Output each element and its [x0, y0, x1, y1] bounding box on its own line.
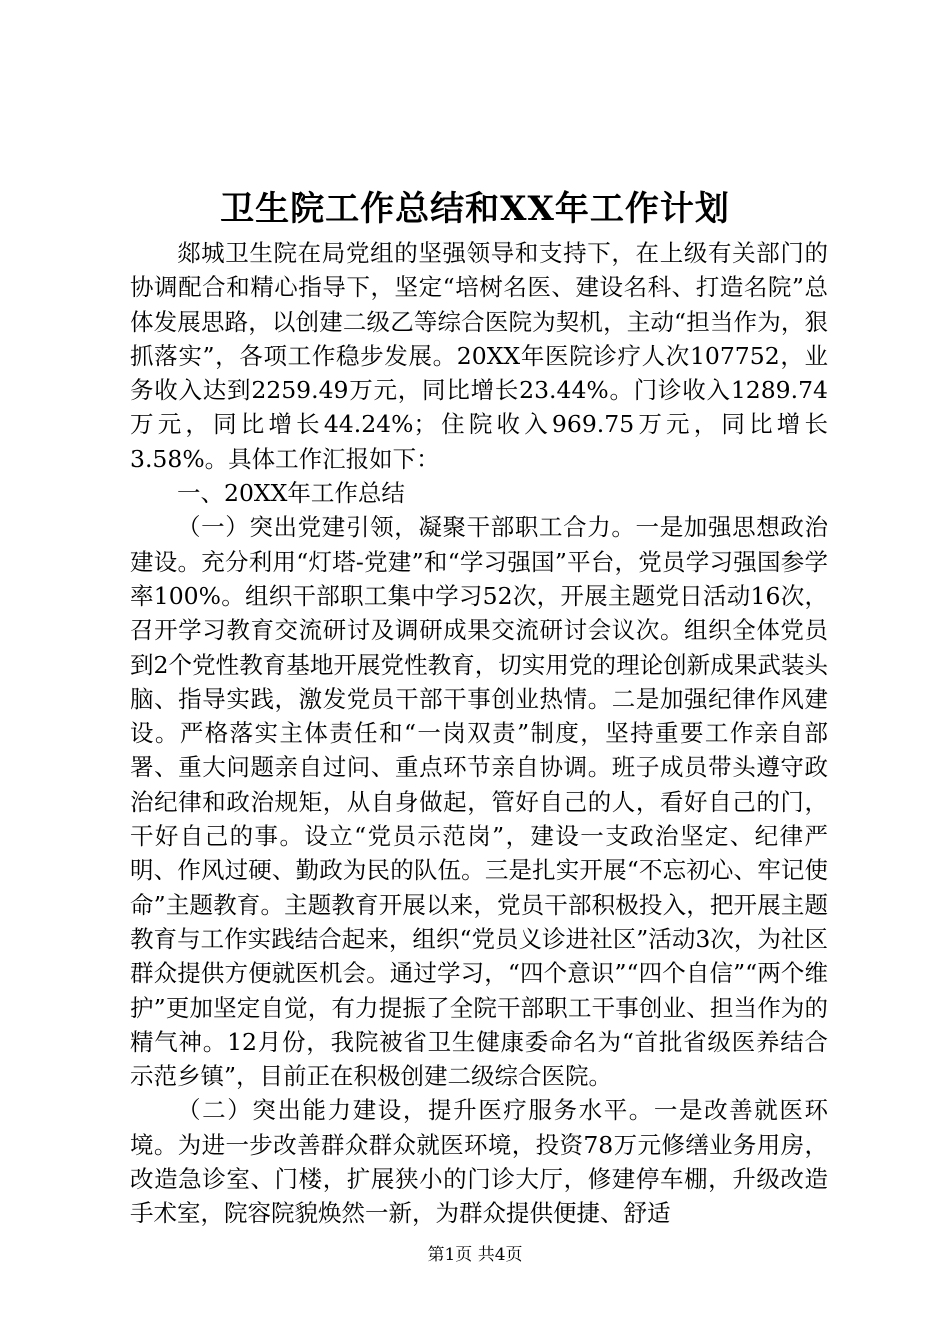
paragraph-party-building: （一）突出党建引领，凝聚干部职工合力。一是加强思想政治建设。充分利用“灯塔-党建”和“学习强国”平台，党员学习强国参学率100%。组织干部职工集中学习52次，开展主题党日活动16次，召开学习教育交流研讨及调研成果交流研讨会议次。组织全体党员到2个党性教育基地开展党性教育，切实用党的理论创新成果武装头脑、指导实践，激发党员干部干事创业热情。二是加强纪律作风建设。严格落实主体责任和“一岗双责”制度，坚持重要工作亲自部署、重大问题亲自过问、重点环节亲自协调。班子成员带头遵守政治纪律和政治规矩，从自身做起，管好自己的人，看好自己的门，干好自己的事。设立“党员示范岗”，建设一支政治坚定、纪律严明、作风过硬、勤政为民的队伍。三是扎实开展“不忘初心、牢记使命”主题教育。主题教育开展以来，党员干部积极投入，把开展主题教育与工作实践结合起来，组织“党员义诊进社区”活动3次，为社区群众提供方便就医机会。通过学习，“四个意识”“四个自信”“两个维护”更加坚定自觉，有力提振了全院干部职工干事创业、担当作为的精气神。12月份，我院被省卫生健康委命名为“首批省级医养结合示范乡镇”，目前正在积极创建二级综合医院。 — [130, 513, 828, 1091]
page-footer: 第1页 共4页 — [427, 1245, 523, 1265]
document-body — [130, 236, 828, 1231]
document-title: 卫生院工作总结和XX年工作计划 — [220, 189, 730, 229]
section-heading: 一、20XX年工作总结 — [177, 479, 405, 508]
paragraph-capacity-building: （二）突出能力建设，提升医疗服务水平。一是改善就医环境。为进一步改善群众群众就医环境，投资78万元修缮业务用房，改造急诊室、门楼，扩展狭小的门诊大厅，修建停车棚，升级改造手术室，院容院貌焕然一新，为群众提供便捷、舒适 — [130, 1096, 828, 1228]
paragraph-intro: 郯城卫生院在局党组的坚强领导和支持下，在上级有关部门的协调配合和精心指导下，坚定“培树名医、建设名科、打造名院”总体发展思路，以创建二级乙等综合医院为契机，主动“担当作为，狠抓落实”，各项工作稳步发展。20XX年医院诊疗人次107752，业务收入达到2259.49万元，同比增长23.44%。门诊收入1289.74万元，同比增长44.24%；住院收入969.75万元，同比增长3.58%。具体工作汇报如下： — [130, 239, 828, 473]
